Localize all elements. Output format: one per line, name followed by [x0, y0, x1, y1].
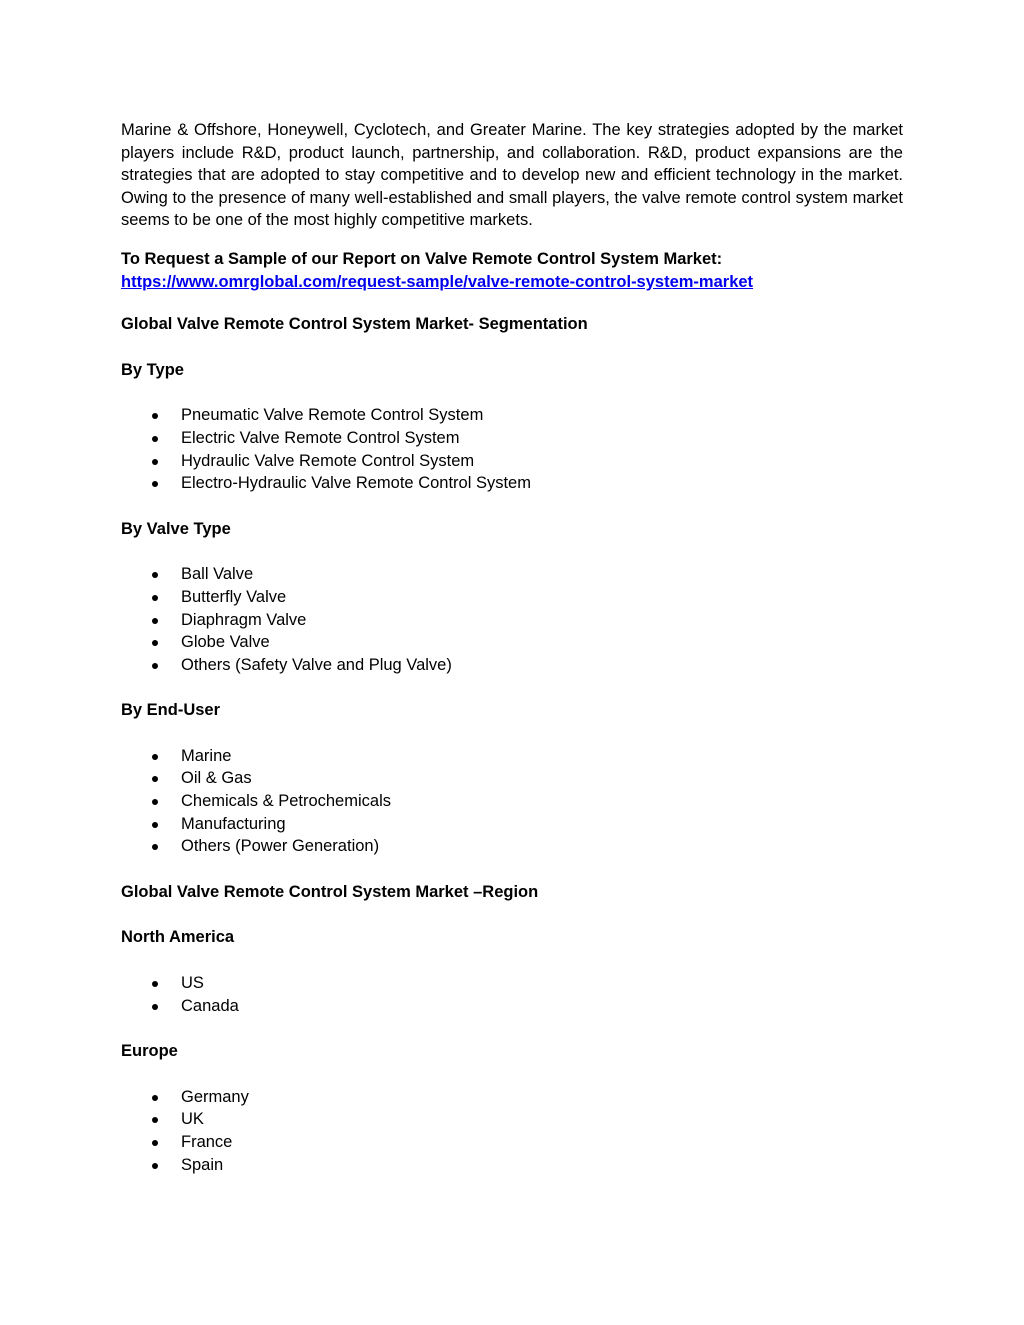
bullet-icon	[152, 1004, 158, 1010]
list-item	[121, 972, 903, 995]
request-sample-title: To Request a Sample of our Report on Valve Remote Control System Market:	[121, 249, 723, 268]
document-page	[121, 119, 903, 1176]
by-type-heading: By Type	[121, 360, 184, 379]
by-type-list	[121, 404, 903, 494]
bullet-icon	[152, 572, 158, 578]
list-item-label: Chemicals & Petrochemicals	[181, 792, 391, 811]
list-item-label: France	[181, 1133, 233, 1151]
bullet-icon	[152, 754, 158, 760]
intro-paragraph: Marine & Offshore, Honeywell, Cyclotech, and Greater Marine. The key strategies adopted by the market players include R&D, product launch, partnership, and collaboration. R&D, product expansions are the strategies that are adopted to stay competitive and to develop new and efficient technology in the market. Owing to the presence of many well-established and small players, the valve remote control system market seems to be one of the most highly competitive markets.	[121, 121, 903, 230]
bullet-icon	[152, 436, 158, 442]
list-item	[121, 835, 903, 858]
list-item-label: Electric Valve Remote Control System	[181, 428, 460, 447]
by-valve-type-list	[121, 563, 903, 676]
segmentation-title: Global Valve Remote Control System Market- Segmentation	[121, 315, 588, 334]
bullet-icon	[152, 481, 158, 487]
north-america-list	[121, 972, 903, 1017]
bullet-icon	[152, 981, 158, 987]
bullet-icon	[152, 640, 158, 646]
list-item	[121, 563, 903, 586]
list-item-label: Marine	[181, 746, 232, 765]
list-item	[121, 767, 903, 790]
request-sample-link[interactable]: https://www.omrglobal.com/request-sample/valve-remote-control-system-market	[121, 272, 754, 291]
north-america-heading: North America	[121, 928, 235, 947]
list-item-label: Manufacturing	[181, 814, 286, 833]
list-item-label: Electro-Hydraulic Valve Remote Control System	[181, 474, 531, 493]
bullet-icon	[152, 459, 158, 465]
list-item-label: Germany	[181, 1087, 249, 1106]
list-item	[121, 813, 903, 836]
list-item-label: UK	[181, 1110, 204, 1129]
list-item	[121, 654, 903, 677]
europe-heading: Europe	[121, 1042, 178, 1061]
bullet-icon	[152, 844, 158, 850]
bullet-icon	[152, 1140, 158, 1146]
request-sample-block	[121, 248, 903, 293]
list-item	[121, 1131, 903, 1154]
bullet-icon	[152, 595, 158, 601]
list-item-label: US	[181, 974, 204, 993]
list-item-label: Others (Power Generation)	[181, 837, 380, 856]
list-item-label: Diaphragm Valve	[181, 610, 307, 629]
region-title: Global Valve Remote Control System Market –Region	[121, 882, 539, 901]
europe-list	[121, 1086, 903, 1176]
list-item	[121, 1108, 903, 1131]
list-item-label: Pneumatic Valve Remote Control System	[181, 406, 484, 425]
list-item-label: Globe Valve	[181, 633, 270, 652]
list-item-label: Hydraulic Valve Remote Control System	[181, 451, 475, 470]
bullet-icon	[152, 1163, 158, 1169]
bullet-icon	[152, 413, 158, 419]
list-item	[121, 450, 903, 473]
by-end-user-list	[121, 745, 903, 858]
list-item	[121, 995, 903, 1018]
bullet-icon	[152, 618, 158, 624]
list-item-label: Others (Safety Valve and Plug Valve)	[181, 655, 452, 674]
bullet-icon	[152, 799, 158, 805]
list-item-label: Oil & Gas	[181, 769, 252, 788]
list-item	[121, 586, 903, 609]
list-item	[121, 609, 903, 632]
list-item	[121, 745, 903, 768]
list-item	[121, 1086, 903, 1109]
list-item	[121, 1154, 903, 1177]
by-end-user-heading: By End-User	[121, 701, 221, 720]
list-item-label: Ball Valve	[181, 565, 254, 584]
bullet-icon	[152, 1095, 158, 1101]
list-item	[121, 404, 903, 427]
bullet-icon	[152, 663, 158, 669]
list-item	[121, 631, 903, 654]
bullet-icon	[152, 1117, 158, 1123]
list-item	[121, 790, 903, 813]
list-item-label: Butterfly Valve	[181, 587, 287, 606]
list-item	[121, 472, 903, 495]
bullet-icon	[152, 776, 158, 782]
bullet-icon	[152, 822, 158, 828]
list-item-label: Canada	[181, 996, 239, 1015]
list-item	[121, 427, 903, 450]
by-valve-type-heading: By Valve Type	[121, 519, 231, 538]
list-item-label: Spain	[181, 1155, 224, 1174]
